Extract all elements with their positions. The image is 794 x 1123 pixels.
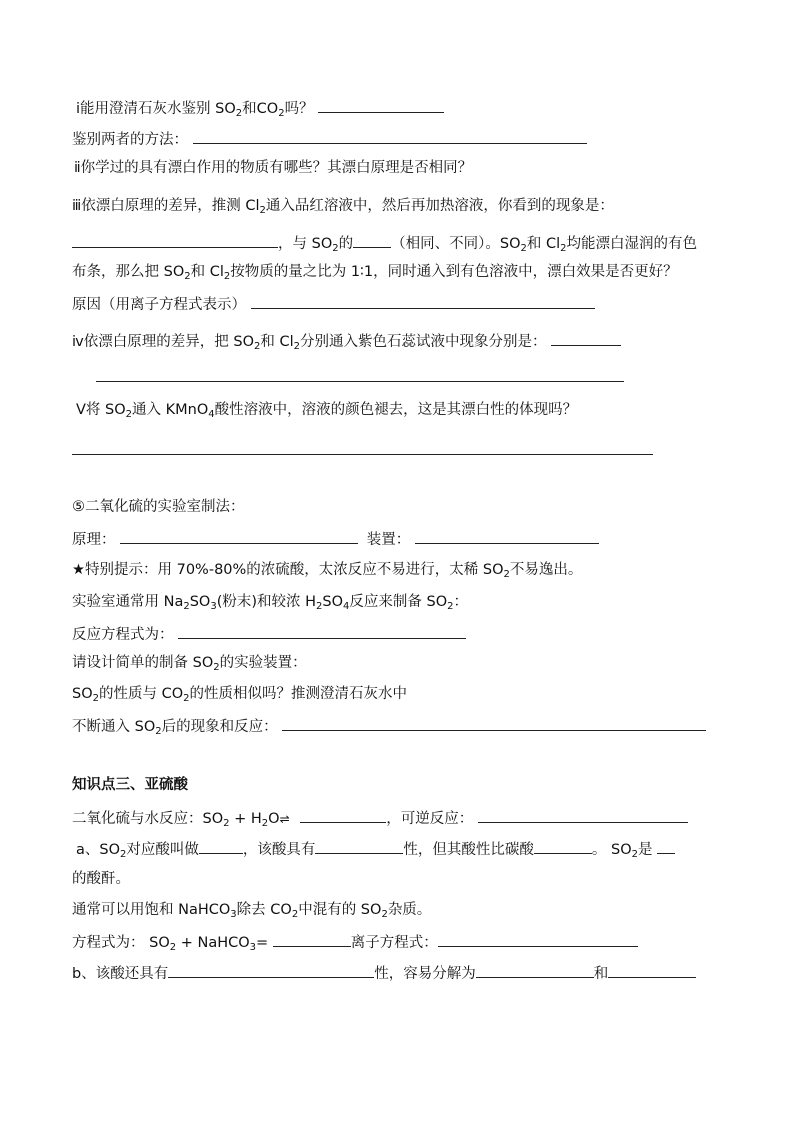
answer-blank[interactable] bbox=[72, 232, 278, 248]
design-line: 请设计简单的制备 $SO_2$的实验装置： bbox=[72, 655, 307, 673]
answer-blank[interactable] bbox=[193, 128, 587, 144]
answer-blank[interactable] bbox=[282, 715, 706, 731]
answer-blank[interactable] bbox=[273, 931, 351, 947]
tip: ★特别提示：用 70%-80%的浓硫酸，太浓反应不易进行，太稀 $SO_2$不易逸出。 bbox=[72, 562, 583, 580]
question-iii: ⅲ依漂白原理的差异，推测 $Cl_2$通入品红溶液中，然后再加热溶液，你看到的现象是： bbox=[72, 198, 614, 216]
question-iii-line3: 布条，那么把 $SO_2$和 $Cl_2$按物质的量之比为 1∶1，同时通入到有色溶液中，漂白效果是否更好？ bbox=[72, 264, 678, 282]
answer-blank[interactable] bbox=[476, 962, 594, 978]
principle-blank[interactable] bbox=[120, 528, 358, 544]
continue-line: 不断通入 $SO_2$后的现象和反应： bbox=[72, 715, 706, 737]
answer-blank[interactable] bbox=[534, 838, 592, 854]
answer-blank[interactable] bbox=[300, 807, 386, 823]
q-i-text: ⅰ能用澄清石灰水鉴别 SO bbox=[76, 101, 236, 117]
remove-impurity: 通常可以用饱和 NaHCO$_3$除去 $CO_2$中混有的 $SO_2$杂质。 bbox=[72, 902, 432, 920]
question-ii: ⅱ你学过的具有漂白作用的物质有哪些？其漂白原理是否相同？ bbox=[74, 160, 473, 176]
principle-apparatus: 原理： 装置： bbox=[72, 528, 599, 550]
method-line: 鉴别两者的方法： bbox=[72, 128, 587, 150]
answer-blank[interactable] bbox=[478, 807, 688, 823]
answer-blank[interactable] bbox=[199, 838, 243, 854]
answer-blank[interactable] bbox=[178, 623, 466, 639]
answer-blank[interactable] bbox=[353, 232, 391, 248]
question-i: ⅰ能用澄清石灰水鉴别 $SO_2$和$CO_2$吗？ bbox=[76, 97, 444, 119]
question-v: Ⅴ将 $SO_2$通入 KMnO$_4$酸性溶液中，溶液的颜色褪去，这是其漂白性的体现吗？ bbox=[76, 402, 578, 420]
question-iii-line2: ，与 $SO_2$的 （相同、不同）。$SO_2$和 $Cl_2$均能漂白湿润的有色 bbox=[72, 232, 697, 254]
question-iv: ⅳ依漂白原理的差异，把 $SO_2$和 $Cl_2$分别通入紫色石蕊试液中现象分别是： bbox=[72, 330, 621, 352]
similar-line: $SO_2$的性质与 $CO_2$的性质相似吗？推测澄清石灰水中 bbox=[72, 686, 408, 704]
item-b: b、该酸还具有 性，容易分解为 和 bbox=[72, 962, 696, 984]
answer-blank[interactable] bbox=[315, 838, 403, 854]
answer-blank[interactable] bbox=[657, 838, 675, 854]
reversible-arrow-icon: ⇌ bbox=[279, 812, 290, 826]
item-a: a、$SO_2$对应酸叫做 ，该酸具有 性，但其酸性比碳酸 。 $SO_2$是 bbox=[76, 838, 675, 860]
answer-rule[interactable] bbox=[96, 381, 624, 382]
item-a-cont: 的酸酐。 bbox=[72, 871, 130, 887]
answer-rule[interactable] bbox=[72, 454, 653, 455]
answer-blank[interactable] bbox=[168, 962, 374, 978]
apparatus-blank[interactable] bbox=[415, 528, 599, 544]
equation-line: 反应方程式为： bbox=[72, 623, 466, 645]
answer-blank[interactable] bbox=[318, 97, 444, 113]
answer-blank[interactable] bbox=[251, 293, 595, 309]
common-method: 实验室通常用 $Na_2SO_3$(粉末)和较浓 $H_2SO_4$反应来制备 $SO_2$： bbox=[72, 594, 469, 612]
water-reaction: 二氧化硫与水反应：$SO_2$ + $H_2O\rightleftharpoons$ ，可逆反应： bbox=[72, 807, 688, 829]
answer-blank[interactable] bbox=[551, 330, 621, 346]
equation-nahco3: 方程式为： $SO_2$ + NaHCO$_3$= 离子方程式： bbox=[72, 931, 638, 953]
question-iii-line4: 原因（用离子方程式表示） bbox=[72, 293, 595, 315]
section-title: 知识点三、亚硫酸 bbox=[72, 777, 188, 793]
answer-blank[interactable] bbox=[438, 931, 638, 947]
lab-title: ⑤二氧化硫的实验室制法： bbox=[72, 499, 245, 515]
answer-blank[interactable] bbox=[608, 962, 696, 978]
